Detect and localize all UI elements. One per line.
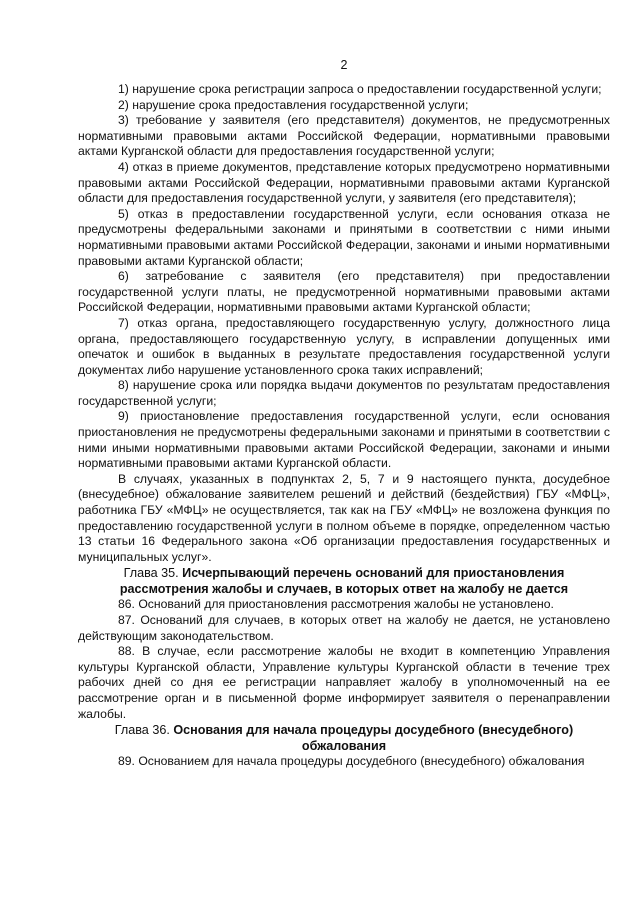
list-item: 4) отказ в приеме документов, представление которых предусмотрено нормативными правовыми актами Российской Федерации, нормативными правовыми актами Курганской области для предоставления государственной услуги, у заявителя (его представителя);	[78, 159, 610, 206]
list-item: 8) нарушение срока или порядка выдачи документов по результатам предоставления государственной услуги;	[78, 378, 610, 408]
list-item: 6) затребование с заявителя (его представителя) при предоставлении государственной услуги платы, не предусмотренной нормативными правовыми актами Российской Федерации, нормативными правовыми актами Курганской области;	[78, 269, 610, 315]
paragraph: 86. Оснований для приостановления рассмотрения жалобы не установлено.	[118, 597, 554, 612]
list-item: 7) отказ органа, предоставляющего государственную услугу, должностного лица органа, предоставляющего государственную услугу, в исправлении допущенных ими опечаток и ошибок в выданных в результате предоставления государственной услуги документах либо нарушение установленного срока таких исправлений;	[78, 315, 610, 377]
document-body	[78, 82, 610, 770]
chapter-title: Основания для начала процедуры досудебного (внесудебного) обжалования	[173, 723, 574, 754]
paragraph: 88. В случае, если рассмотрение жалобы не входит в компетенцию Управления культуры Курганской области, Управление культуры Курганской области в течение трех рабочих дней со дня ее регистрации направляет жалобу в уполномоченный на ее рассмотрение орган и в письменной форме информирует заявителя о перенаправлении жалобы.	[78, 644, 610, 721]
list-item: 2) нарушение срока предоставления государственной услуги;	[118, 97, 469, 112]
list-item: 9) приостановление предоставления государственной услуги, если основания приостановления не предусмотрены федеральными законами и принятыми в соответствии с ними иными нормативными правовыми актами Российской Федерации, законами и иными нормативными правовыми актами Курганской области.	[78, 409, 610, 471]
chapter-label: Глава 35.	[123, 566, 179, 581]
paragraph: 87. Оснований для случаев, в которых ответ на жалобу не дается, не установлено действующим законодательством.	[78, 613, 610, 643]
list-item: 5) отказ в предоставлении государственной услуги, если основания отказа не предусмотрены федеральными законами и принятыми в соответствии с ними иными нормативными правовыми актами Российской Федерации, законами и иными нормативными правовыми актами Курганской области;	[78, 206, 610, 268]
paragraph: В случаях, указанных в подпунктах 2, 5, 7 и 9 настоящего пункта, досудебное (внесудебное) обжалование заявителем решений и действий (бездействия) ГБУ «МФЦ», работника ГБУ «МФЦ» не осуществляется, так как на ГБУ «МФЦ» не возложена функция по предоставлению государственной услуги в полном объеме в порядке, определенном частью 13 статьи 16 Федерального закона «Об организации предоставления государственных и муниципальных услуг».	[78, 471, 610, 564]
chapter-36-heading	[78, 722, 610, 754]
list-item: 1) нарушение срока регистрации запроса о предоставлении государственной услуги;	[118, 82, 602, 96]
list-item: 3) требование у заявителя (его представителя) документов, не предусмотренных нормативными правовыми актами Российской Федерации, нормативными правовыми актами Курганской области для предоставления государственной услуги;	[78, 113, 610, 159]
paragraph: 89. Основанием для начала процедуры досудебного (внесудебного) обжалования	[118, 754, 585, 769]
chapter-label: Глава 36.	[114, 723, 170, 738]
chapter-title: Исчерпывающий перечень оснований для приостановления рассмотрения жалобы и случаев, в которых ответ на жалобу не дается	[119, 566, 569, 597]
page-number: 2	[340, 58, 348, 72]
chapter-35-heading	[78, 565, 610, 597]
